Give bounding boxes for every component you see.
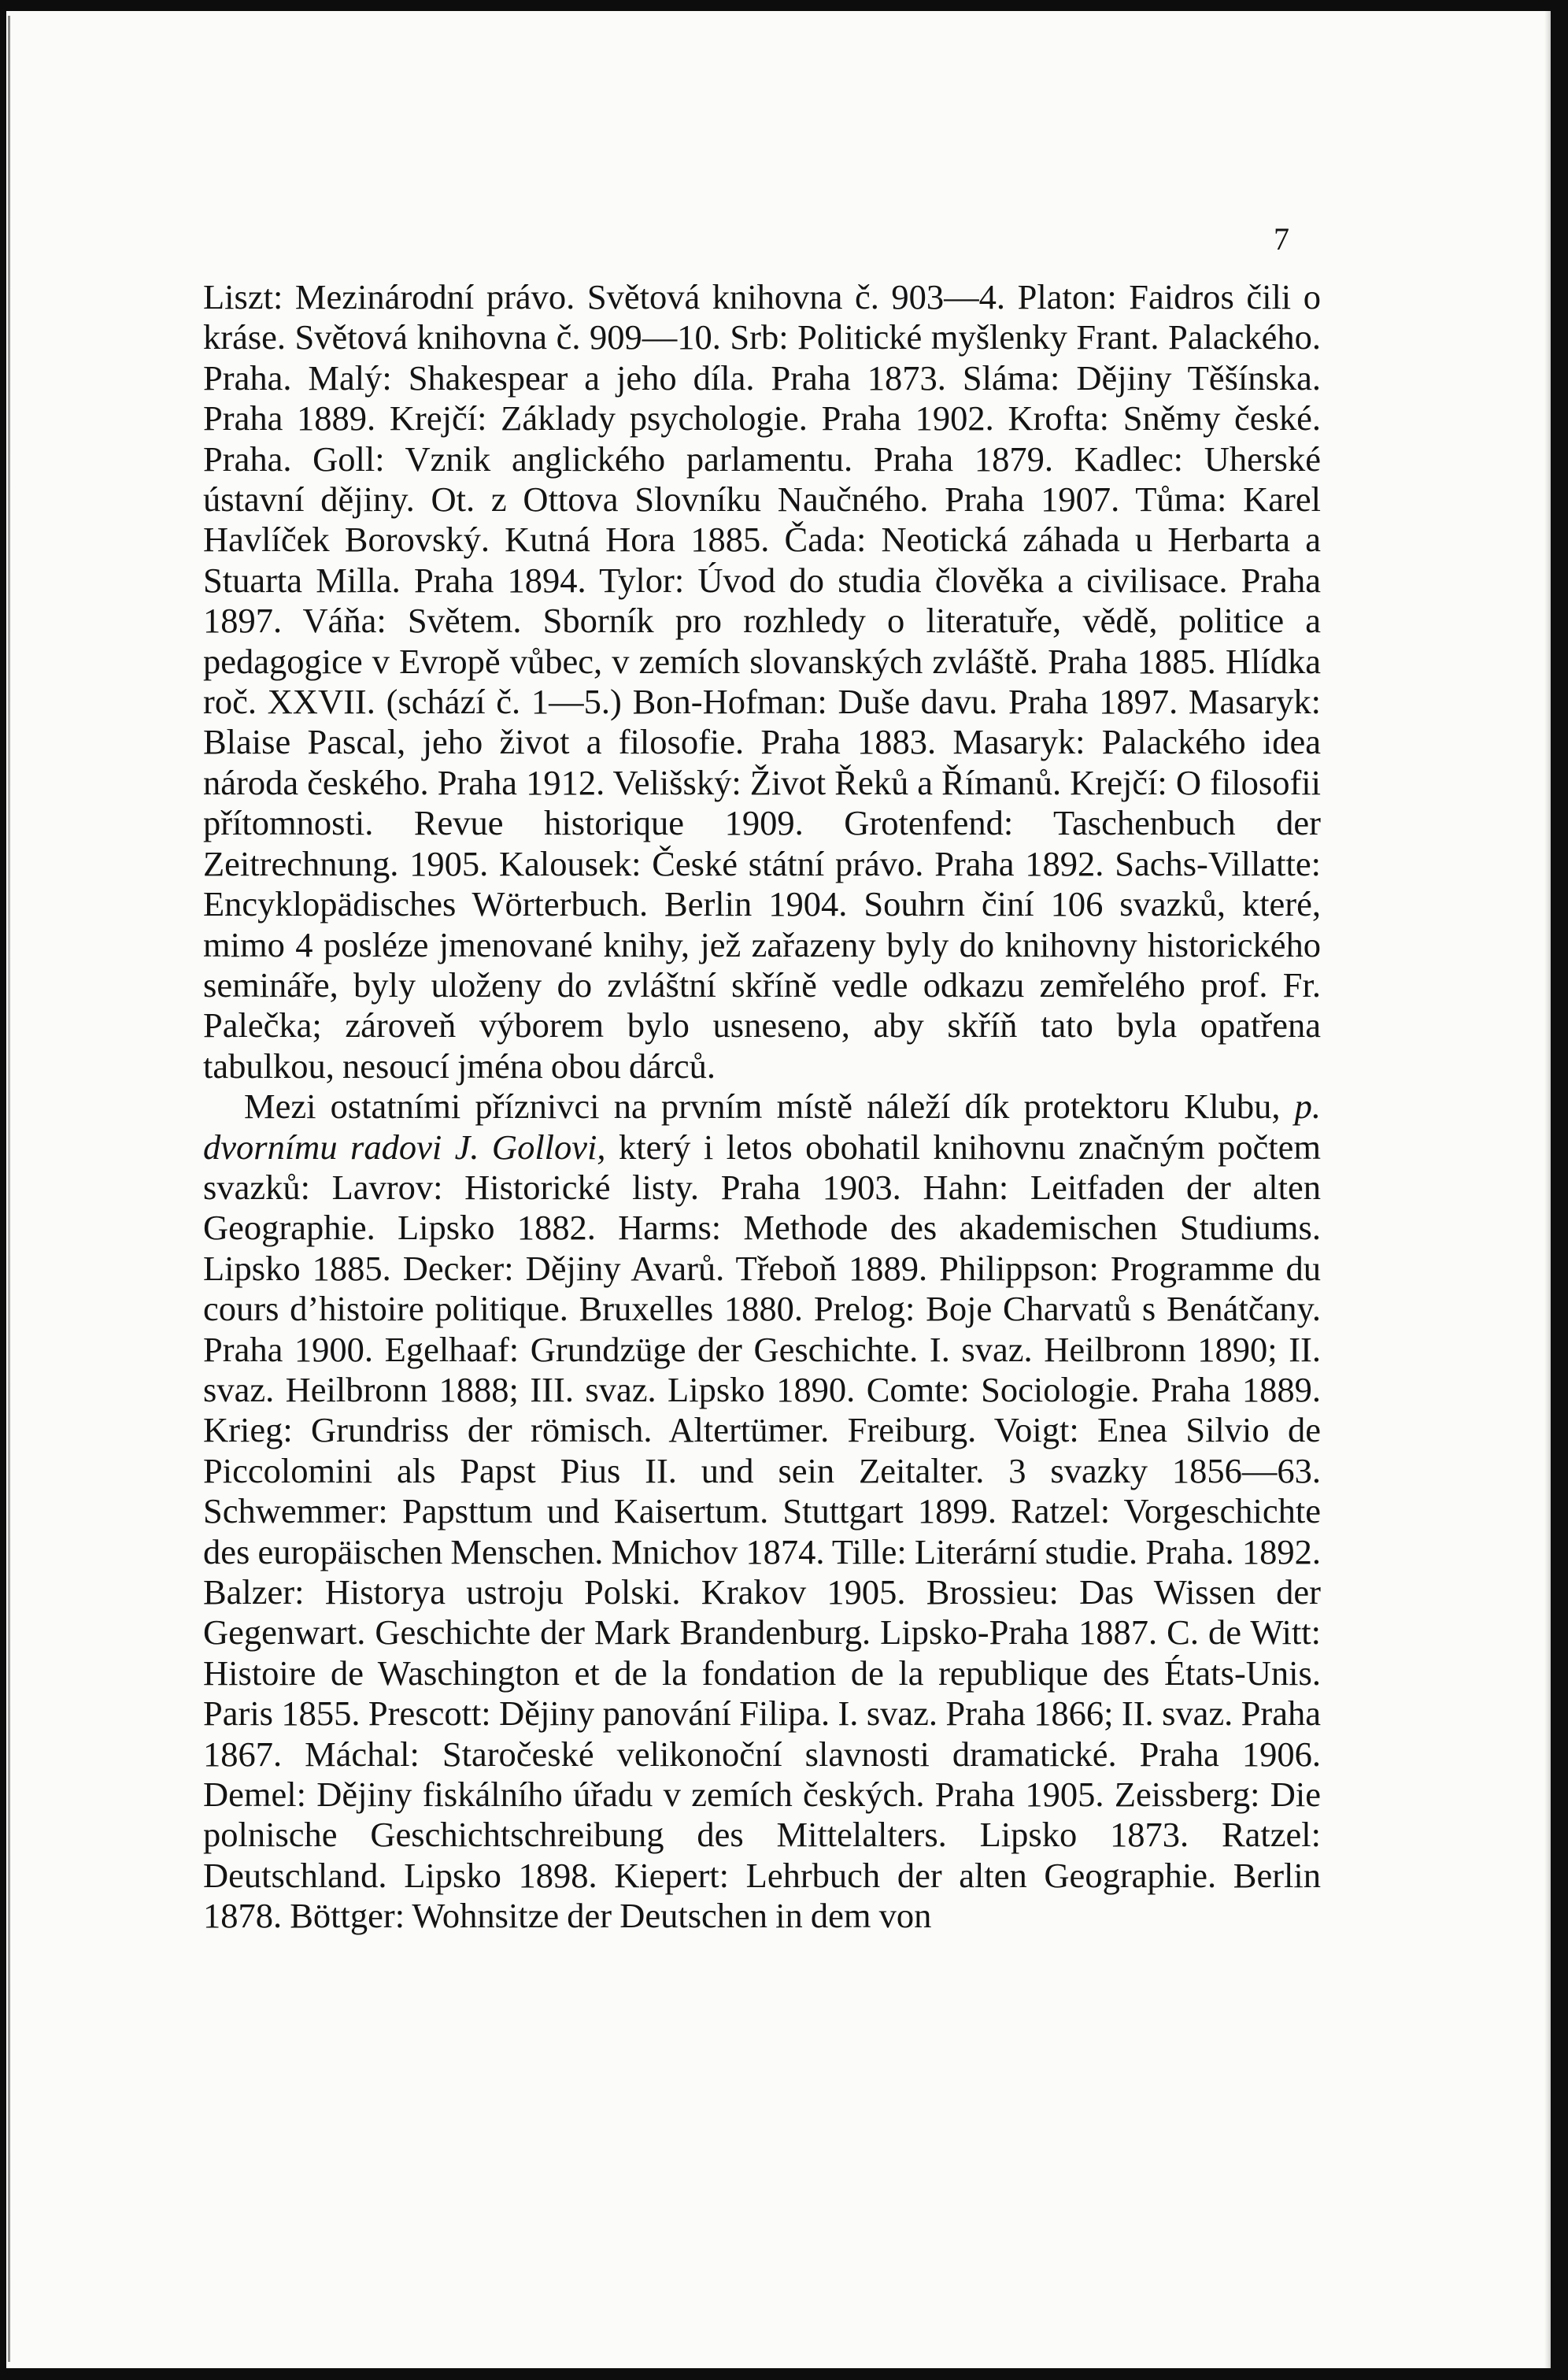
paragraph-2-italic-name: p. dvornímu radovi J. Gollovi, — [203, 1086, 1322, 1167]
page-left-edge-shadow — [8, 16, 10, 2362]
page-number: 7 — [1274, 221, 1289, 257]
paragraph-2-rest: který i letos obohatil knihovnu značným počtem svazků: Lavrov: Historické listy. Praha 1903. Hahn: Leitfaden der alten Geographie. Lipsko 1882. Harms: Methode des akademischen Studiums. Lipsko 1885. Decker: Dějiny Avarů. Třeboň 1889. Philippson: Programme du cours d’histoire politique. Bruxelles 1880. Prelog: Boje Charvatů s Benátčany. Praha 1900. Egelhaaf: Grundzüge der Geschichte. I. svaz. Heilbronn 1890; II. svaz. Heilbronn 1888; III. svaz. Lipsko 1890. Comte: Sociologie. Praha 1889. Krieg: Grundriss der römisch. Altertümer. Freiburg. Voigt: Enea Silvio de Piccolomini als Papst Pius II. und sein Zeitalter. 3 svazky 1856—63. Schwemmer: Papsttum und Kaisertum. Stuttgart 1899. Ratzel: Vorgeschichte des europäischen Menschen. Mnichov 1874. Tille: Literární studie. Praha. 1892. Balzer: Historya ustroju Polski. Krakov 1905. Brossieu: Das Wissen der Gegenwart. Geschichte der Mark Brandenburg. Lipsko-Praha 1887. C. de Witt: Histoire de Waschington et de la fondation de la republique des États-Unis. Paris 1855. Prescott: Dějiny panování Filipa. I. svaz. Praha 1866; II. svaz. Praha 1867. Máchal: Staročeské velikonoční slavnosti dramatické. Praha 1906. Demel: Dějiny fiskálního úřadu v zemích českých. Praha 1905. Zeissberg: Die polnische Geschichtschreibung des Mittelalters. Lipsko 1873. Ratzel: Deutschland. Lipsko 1898. Kiepert: Lehrbuch der alten Geographie. Berlin 1878. Böttger: Wohnsitze der Deutschen in dem von — [203, 1127, 1321, 1936]
paragraph-2 — [203, 1086, 1321, 1937]
paragraph-2-lead: Mezi ostatními příznivci na prvním místě náleží dík protektoru Klubu, — [244, 1086, 1281, 1127]
paragraph-1: Liszt: Mezinárodní právo. Světová knihovna č. 903—4. Platon: Faidros čili o kráse. Světová knihovna č. 909—10. Srb: Politické myšlenky Frant. Palackého. Praha. Malý: Shakespear a jeho díla. Praha 1873. Sláma: Dějiny Těšínska. Praha 1889. Krejčí: Základy psychologie. Praha 1902. Krofta: Sněmy české. Praha. Goll: Vznik anglického parlamentu. Praha 1879. Kadlec: Uherské ústavní dějiny. Ot. z Ottova Slovníku Naučného. Praha 1907. Tůma: Karel Havlíček Borovský. Kutná Hora 1885. Čada: Neotická záhada u Herbarta a Stuarta Milla. Praha 1894. Tylor: Úvod do studia člověka a civilisace. Praha 1897. Váňa: Světem. Sborník pro rozhledy o literatuře, vědě, politice a pedagogice v Evropě vůbec, v zemích slovanských zvláště. Praha 1885. Hlídka roč. XXVII. (schází č. 1—5.) Bon-Hofman: Duše davu. Praha 1897. Masaryk: Blaise Pascal, jeho život a filosofie. Praha 1883. Masaryk: Palackého idea národa českého. Praha 1912. Velišský: Život Řeků a Římanů. Krejčí: O filosofii přítomnosti. Revue historique 1909. Grotenfend: Taschenbuch der Zeitrechnung. 1905. Kalousek: České státní právo. Praha 1892. Sachs-Villatte: Encyklopädisches Wörterbuch. Berlin 1904. Souhrn činí 106 svazků, které, mimo 4 posléze jmenované knihy, jež zařazeny byly do knihovny historického semináře, byly uloženy do zvláštní skříně vedle odkazu zemřelého prof. Fr. Palečka; zároveň výborem bylo usneseno, aby skříň tato byla opatřena tabulkou, nesoucí jména obou dárců. — [203, 277, 1321, 1086]
page-right-edge-shadow — [1544, 11, 1551, 2368]
body-text — [203, 277, 1321, 2056]
